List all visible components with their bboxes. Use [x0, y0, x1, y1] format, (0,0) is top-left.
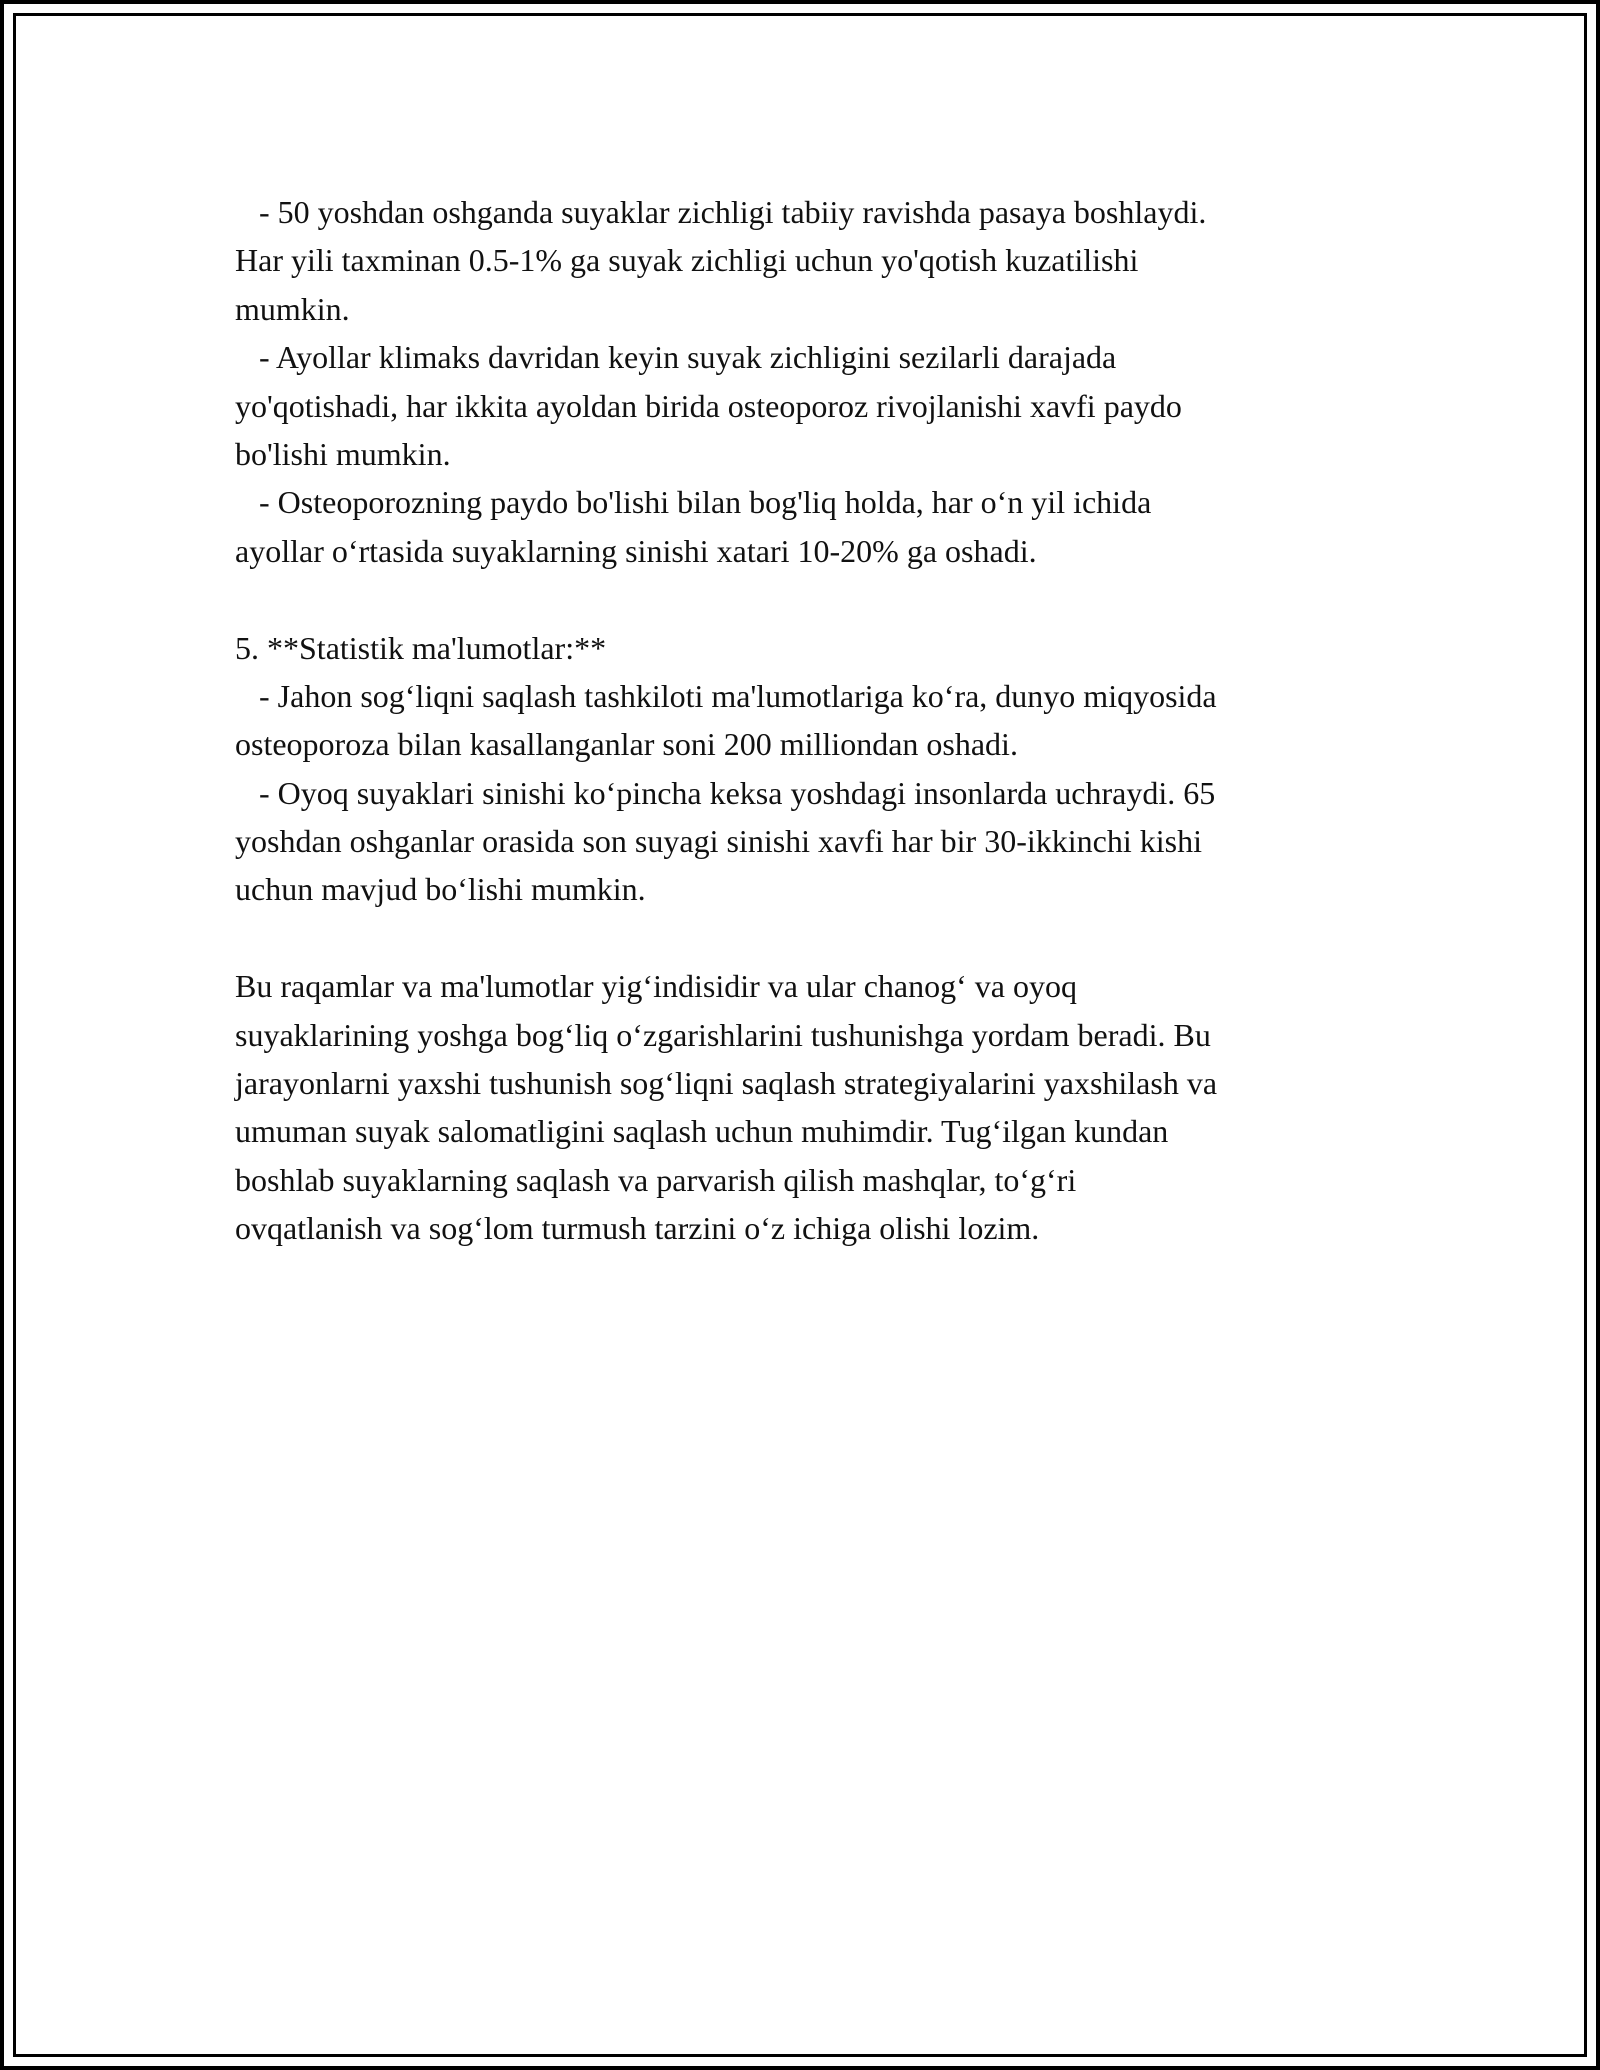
text-line: - Osteoporozning paydo bo'lishi bilan bog'liq holda, har o‘n yil ichida [235, 484, 1152, 521]
text-line: Har yili taxminan 0.5-1% ga suyak zichligi uchun yo'qotish kuzatilishi [235, 242, 1139, 279]
bullet-bone-density-decline [235, 188, 1385, 333]
text-line: umuman suyak salomatligini saqlash uchun muhimdir. Tug‘ilgan kundan [235, 1113, 1169, 1150]
text-line: - Jahon sog‘liqni saqlash tashkiloti ma'lumotlariga ko‘ra, dunyo miqyosida [235, 677, 1217, 714]
text-line: - Ayollar klimaks davridan keyin suyak zichligini sezilarli darajada [235, 339, 1117, 376]
paragraph-gap [235, 914, 1385, 962]
text-line: bo'lishi mumkin. [235, 435, 451, 472]
text-line: yoshdan oshganlar orasida son suyagi sinishi xavfi har bir 30-ikkinchi kishi [235, 823, 1202, 860]
text-line: - Oyoq suyaklari sinishi ko‘pincha keksa yoshdagi insonlarda uchraydi. 65 [235, 774, 1216, 811]
paragraph-gap [235, 575, 1385, 623]
text-line: mumkin. [235, 290, 350, 327]
text-line: ayollar o‘rtasida suyaklarning sinishi xatari 10-20% ga oshadi. [235, 532, 1037, 569]
text-line: jarayonlarni yaxshi tushunish sog‘liqni saqlash strategiyalarini yaxshilash va [235, 1065, 1218, 1102]
bullet-who-statistics [235, 672, 1385, 769]
section-heading: 5. **Statistik ma'lumotlar:** [235, 629, 607, 666]
text-line: ovqatlanish va sog‘lom turmush tarzini o‘z ichiga olishi lozim. [235, 1210, 1040, 1247]
bullet-fracture-risk [235, 478, 1385, 575]
text-line: suyaklarining yoshga bog‘liq o‘zgarishlarini tushunishga yordam beradi. Bu [235, 1016, 1211, 1053]
text-line: yo'qotishadi, har ikkita ayoldan birida osteoporoz rivojlanishi xavfi paydo [235, 387, 1182, 424]
text-line: - 50 yoshdan oshganda suyaklar zichligi tabiiy ravishda pasaya boshlaydi. [235, 194, 1207, 230]
text-line: Bu raqamlar va ma'lumotlar yig‘indisidir va ular chanog‘ va oyoq [235, 968, 1077, 1005]
text-line: osteoporoza bilan kasallanganlar soni 200 milliondan oshadi. [235, 726, 1018, 763]
conclusion-paragraph [235, 962, 1385, 1252]
document-body [235, 188, 1385, 1253]
section-heading-statistics [235, 624, 1385, 672]
bullet-leg-fractures [235, 769, 1385, 914]
bullet-menopause-bone-loss [235, 333, 1385, 478]
text-line: boshlab suyaklarning saqlash va parvarish qilish mashqlar, to‘g‘ri [235, 1161, 1077, 1198]
text-line: uchun mavjud bo‘lishi mumkin. [235, 871, 646, 908]
